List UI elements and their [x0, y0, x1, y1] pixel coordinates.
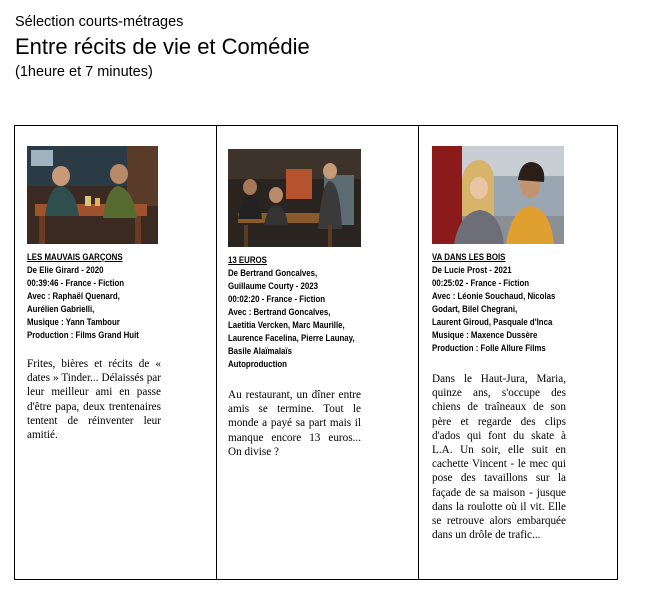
credit-line: Laurence Facelina, Pierre Launay, — [228, 333, 355, 344]
film-poster-image — [228, 149, 361, 247]
film-title: LES MAUVAIS GARÇONS — [27, 252, 123, 263]
film-title: VA DANS LES BOIS — [432, 252, 506, 263]
credit-line: Production : Films Grand Huit — [27, 330, 139, 341]
film-credits — [432, 251, 555, 355]
credit-line: 00:39:46 - France - Fiction — [27, 278, 125, 289]
credit-line: 00:02:20 - France - Fiction — [228, 294, 326, 305]
credit-line: Avec : Raphaël Quenard, — [27, 291, 120, 302]
credit-line: Musique : Yann Tambour — [27, 317, 120, 328]
credit-line: Musique : Maxence Dussère — [432, 330, 538, 341]
film-credits — [27, 251, 139, 342]
credit-line: De Elie Girard - 2020 — [27, 265, 104, 276]
credit-line: Guillaume Courty - 2023 — [228, 281, 319, 292]
film-column-les-mauvais-garcons — [15, 126, 216, 579]
film-synopsis: Au restaurant, un dîner entre amis se termine. Tout le monde a payé sa part mais il manque encore 13 euros... On divise ? — [228, 389, 361, 458]
film-synopsis: Frites, bières et récits de « dates » Tinder... Délaissés par leur meilleur ami en passe d'être papa, deux trentenaires tentent de réinventer leur amitié. — [27, 358, 161, 442]
credit-line: De Lucie Prost - 2021 — [432, 265, 512, 276]
film-title: 13 EUROS — [228, 255, 267, 266]
film-poster-image — [432, 146, 564, 244]
credit-line: Laurent Giroud, Pasquale d'Inca — [432, 317, 553, 328]
film-poster-image — [27, 146, 158, 244]
credit-line: Aurélien Gabrielli, — [27, 304, 95, 315]
film-table — [14, 125, 618, 580]
credit-line: Avec : Bertrand Goncalves, — [228, 307, 331, 318]
credit-line: 00:25:02 - France - Fiction — [432, 278, 530, 289]
credit-line: De Bertrand Goncalves, — [228, 268, 318, 279]
credit-line: Basile Alaïmalaïs — [228, 346, 292, 357]
credit-line: Avec : Léonie Souchaud, Nicolas — [432, 291, 556, 302]
credit-line: Autoproduction — [228, 359, 287, 370]
credit-line: Laetitia Vercken, Marc Maurille, — [228, 320, 345, 331]
film-credits — [228, 254, 355, 371]
section-kicker: Sélection courts-métrages — [15, 14, 184, 30]
page-title: Entre récits de vie et Comédie — [15, 34, 310, 59]
page-header — [15, 12, 310, 82]
film-column-va-dans-les-bois — [418, 126, 617, 579]
film-synopsis: Dans le Haut-Jura, Maria, quinze ans, s'occupe des chiens de traîneaux de son père et regarde des clips d'ados qui font du skate à L.A. Un soir, elle suit en cachette Vincent - le mec qui pose des tavaillons sur la façade de sa maison - jusque dans la roulotte où il vit. Elle se retrouve alors embarquée dans un drôle de trafic... — [432, 373, 566, 542]
credit-line: Godart, Bilel Chegrani, — [432, 304, 518, 315]
credit-line: Production : Folle Allure Films — [432, 343, 546, 354]
program-duration: (1heure et 7 minutes) — [15, 64, 153, 80]
film-column-13-euros — [216, 126, 418, 579]
